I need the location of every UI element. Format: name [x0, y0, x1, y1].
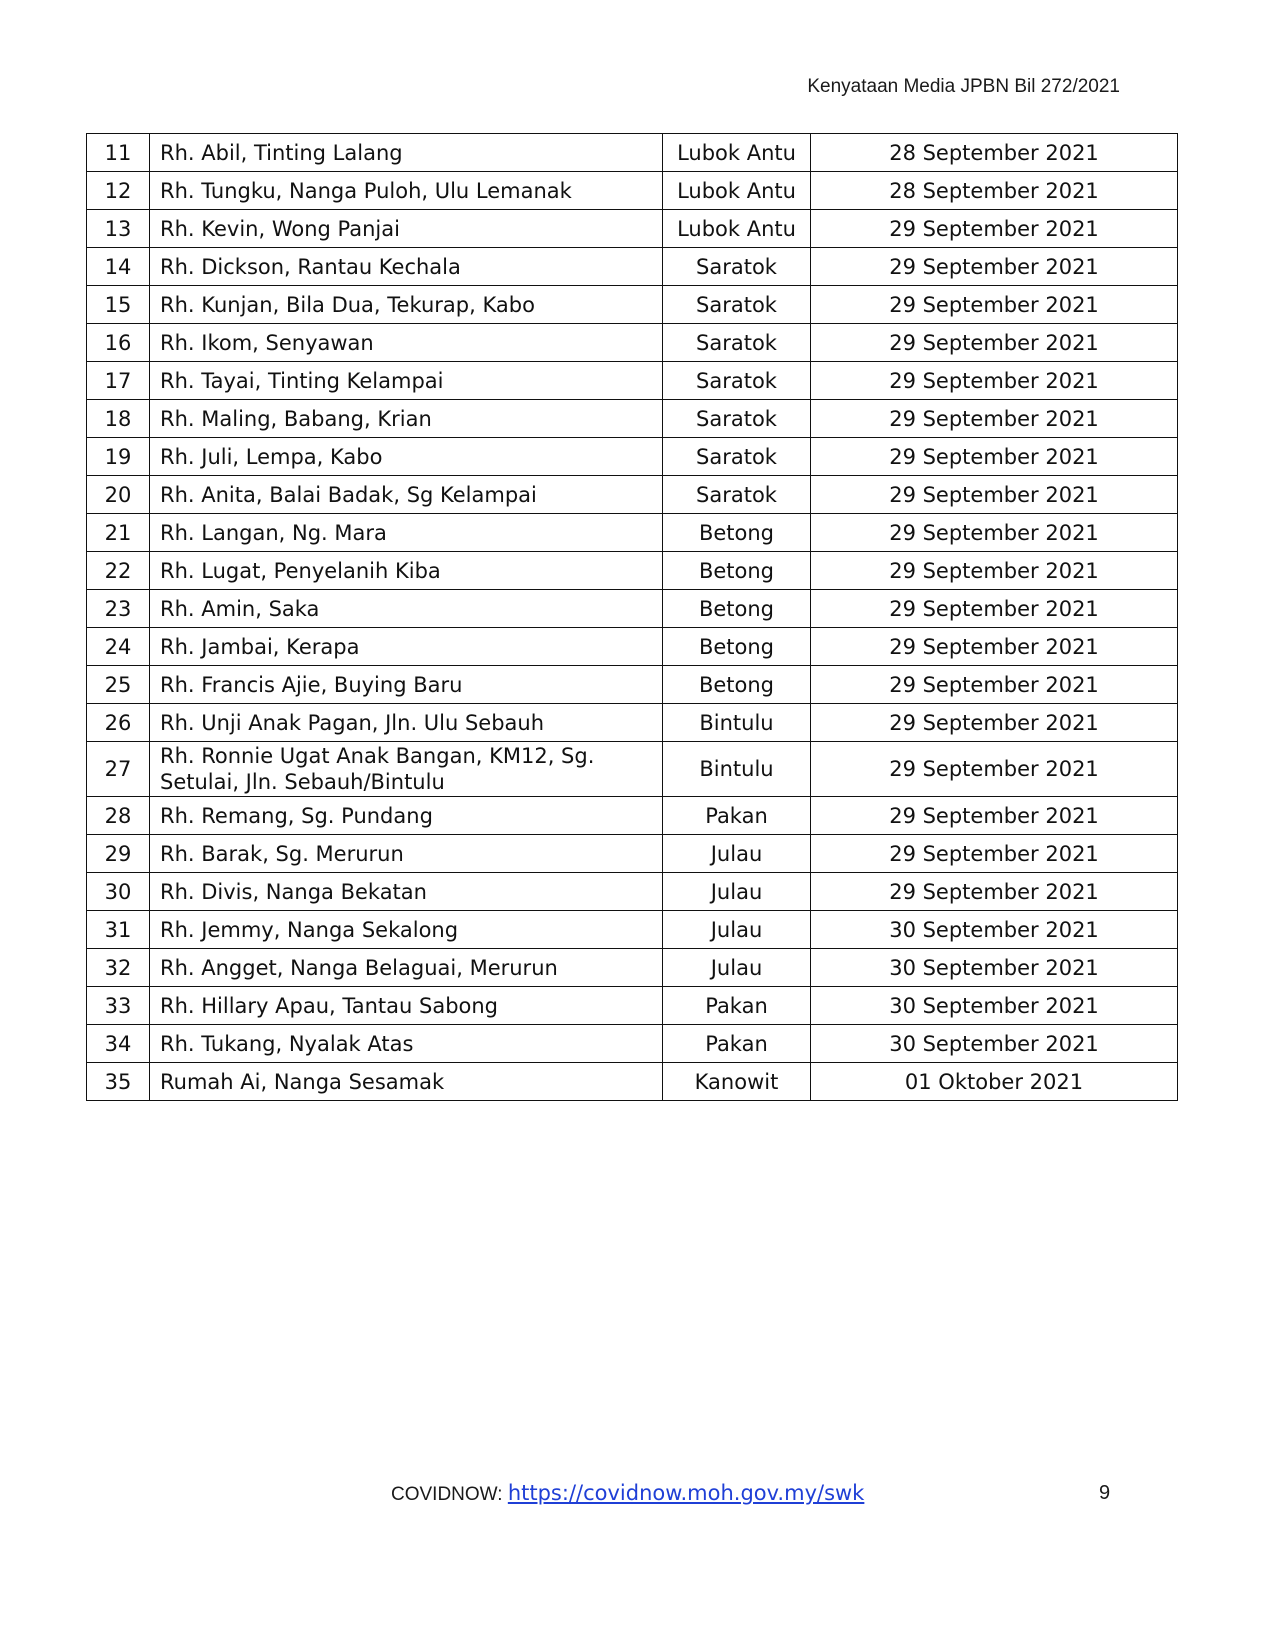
- district-name: Julau: [663, 873, 811, 911]
- date-cell: 30 September 2021: [811, 949, 1178, 987]
- district-name: Betong: [663, 514, 811, 552]
- date-cell: 29 September 2021: [811, 742, 1178, 797]
- district-name: Pakan: [663, 797, 811, 835]
- row-number: 26: [87, 704, 150, 742]
- locality-name: Rh. Maling, Babang, Krian: [150, 400, 663, 438]
- table-row: [87, 797, 1178, 835]
- district-name: Lubok Antu: [663, 210, 811, 248]
- locality-name: Rh. Divis, Nanga Bekatan: [150, 873, 663, 911]
- locality-name: Rumah Ai, Nanga Sesamak: [150, 1063, 663, 1101]
- table-row: [87, 362, 1178, 400]
- row-number: 14: [87, 248, 150, 286]
- district-name: Kanowit: [663, 1063, 811, 1101]
- district-name: Saratok: [663, 362, 811, 400]
- locality-name: Rh. Remang, Sg. Pundang: [150, 797, 663, 835]
- date-cell: 29 September 2021: [811, 324, 1178, 362]
- locality-table: [86, 133, 1178, 1101]
- locality-name: Rh. Tayai, Tinting Kelampai: [150, 362, 663, 400]
- table-row: [87, 552, 1178, 590]
- district-name: Julau: [663, 835, 811, 873]
- district-name: Bintulu: [663, 704, 811, 742]
- row-number: 17: [87, 362, 150, 400]
- covidnow-link[interactable]: https://covidnow.moh.gov.my/swk: [507, 1481, 865, 1505]
- row-number: 12: [87, 172, 150, 210]
- table-row: [87, 628, 1178, 666]
- table-row: [87, 666, 1178, 704]
- date-cell: 29 September 2021: [811, 628, 1178, 666]
- district-name: Bintulu: [663, 742, 811, 797]
- date-cell: 30 September 2021: [811, 1025, 1178, 1063]
- district-name: Julau: [663, 949, 811, 987]
- table-row: [87, 835, 1178, 873]
- date-cell: 01 Oktober 2021: [811, 1063, 1178, 1101]
- district-name: Betong: [663, 666, 811, 704]
- table-row: [87, 248, 1178, 286]
- date-cell: 29 September 2021: [811, 362, 1178, 400]
- locality-name: Rh. Francis Ajie, Buying Baru: [150, 666, 663, 704]
- table-row: [87, 873, 1178, 911]
- table-row: [87, 949, 1178, 987]
- date-cell: 28 September 2021: [811, 172, 1178, 210]
- table-row: [87, 134, 1178, 172]
- locality-name: Rh. Ikom, Senyawan: [150, 324, 663, 362]
- locality-name: Rh. Unji Anak Pagan, Jln. Ulu Sebauh: [150, 704, 663, 742]
- district-name: Julau: [663, 911, 811, 949]
- date-cell: 29 September 2021: [811, 797, 1178, 835]
- district-name: Pakan: [663, 987, 811, 1025]
- locality-name: Rh. Lugat, Penyelanih Kiba: [150, 552, 663, 590]
- locality-name: Rh. Kevin, Wong Panjai: [150, 210, 663, 248]
- date-cell: 29 September 2021: [811, 400, 1178, 438]
- row-number: 33: [87, 987, 150, 1025]
- date-cell: 29 September 2021: [811, 210, 1178, 248]
- date-cell: 29 September 2021: [811, 248, 1178, 286]
- locality-name: Rh. Anita, Balai Badak, Sg Kelampai: [150, 476, 663, 514]
- locality-name: Rh. Jambai, Kerapa: [150, 628, 663, 666]
- row-number: 23: [87, 590, 150, 628]
- district-name: Saratok: [663, 438, 811, 476]
- locality-name: Rh. Hillary Apau, Tantau Sabong: [150, 987, 663, 1025]
- district-name: Pakan: [663, 1025, 811, 1063]
- footer: [391, 1481, 864, 1506]
- locality-name: Rh. Langan, Ng. Mara: [150, 514, 663, 552]
- row-number: 15: [87, 286, 150, 324]
- date-cell: 29 September 2021: [811, 666, 1178, 704]
- district-name: Betong: [663, 628, 811, 666]
- date-cell: 29 September 2021: [811, 476, 1178, 514]
- table-row: [87, 286, 1178, 324]
- row-number: 30: [87, 873, 150, 911]
- date-cell: 29 September 2021: [811, 286, 1178, 324]
- row-number: 35: [87, 1063, 150, 1101]
- date-cell: 29 September 2021: [811, 704, 1178, 742]
- locality-name: Rh. Amin, Saka: [150, 590, 663, 628]
- row-number: 21: [87, 514, 150, 552]
- locality-name: Rh. Barak, Sg. Merurun: [150, 835, 663, 873]
- row-number: 20: [87, 476, 150, 514]
- document-reference: Kenyataan Media JPBN Bil 272/2021: [807, 76, 1120, 97]
- page-number: 9: [1099, 1482, 1111, 1504]
- date-cell: 29 September 2021: [811, 552, 1178, 590]
- table-row: [87, 911, 1178, 949]
- date-cell: 30 September 2021: [811, 911, 1178, 949]
- footer-label: COVIDNOW:: [391, 1484, 508, 1505]
- table-row: [87, 742, 1178, 797]
- table-row: [87, 438, 1178, 476]
- table-row: [87, 514, 1178, 552]
- row-number: 25: [87, 666, 150, 704]
- date-cell: 29 September 2021: [811, 835, 1178, 873]
- row-number: 22: [87, 552, 150, 590]
- row-number: 31: [87, 911, 150, 949]
- locality-name: Rh. Juli, Lempa, Kabo: [150, 438, 663, 476]
- table-row: [87, 324, 1178, 362]
- date-cell: 29 September 2021: [811, 590, 1178, 628]
- table-row: [87, 172, 1178, 210]
- row-number: 34: [87, 1025, 150, 1063]
- district-name: Saratok: [663, 324, 811, 362]
- table-row: [87, 1063, 1178, 1101]
- date-cell: 28 September 2021: [811, 134, 1178, 172]
- table-row: [87, 400, 1178, 438]
- date-cell: 29 September 2021: [811, 514, 1178, 552]
- row-number: 11: [87, 134, 150, 172]
- locality-name: Rh. Dickson, Rantau Kechala: [150, 248, 663, 286]
- district-name: Saratok: [663, 248, 811, 286]
- district-name: Betong: [663, 552, 811, 590]
- table-row: [87, 590, 1178, 628]
- row-number: 29: [87, 835, 150, 873]
- date-cell: 29 September 2021: [811, 438, 1178, 476]
- district-name: Saratok: [663, 476, 811, 514]
- date-cell: 30 September 2021: [811, 987, 1178, 1025]
- row-number: 16: [87, 324, 150, 362]
- locality-name: Rh. Tungku, Nanga Puloh, Ulu Lemanak: [150, 172, 663, 210]
- district-name: Saratok: [663, 400, 811, 438]
- locality-name: Rh. Angget, Nanga Belaguai, Merurun: [150, 949, 663, 987]
- district-name: Saratok: [663, 286, 811, 324]
- row-number: 27: [87, 742, 150, 797]
- row-number: 18: [87, 400, 150, 438]
- date-cell: 29 September 2021: [811, 873, 1178, 911]
- locality-name: Rh. Tukang, Nyalak Atas: [150, 1025, 663, 1063]
- table-row: [87, 476, 1178, 514]
- locality-name: Rh. Jemmy, Nanga Sekalong: [150, 911, 663, 949]
- row-number: 19: [87, 438, 150, 476]
- locality-name: Rh. Kunjan, Bila Dua, Tekurap, Kabo: [150, 286, 663, 324]
- row-number: 32: [87, 949, 150, 987]
- district-name: Betong: [663, 590, 811, 628]
- district-name: Lubok Antu: [663, 134, 811, 172]
- row-number: 24: [87, 628, 150, 666]
- row-number: 28: [87, 797, 150, 835]
- table-row: [87, 210, 1178, 248]
- district-name: Lubok Antu: [663, 172, 811, 210]
- table-row: [87, 704, 1178, 742]
- table-row: [87, 1025, 1178, 1063]
- table-row: [87, 987, 1178, 1025]
- locality-name: Rh. Ronnie Ugat Anak Bangan, KM12, Sg. Setulai, Jln. Sebauh/Bintulu: [150, 742, 663, 797]
- row-number: 13: [87, 210, 150, 248]
- locality-name: Rh. Abil, Tinting Lalang: [150, 134, 663, 172]
